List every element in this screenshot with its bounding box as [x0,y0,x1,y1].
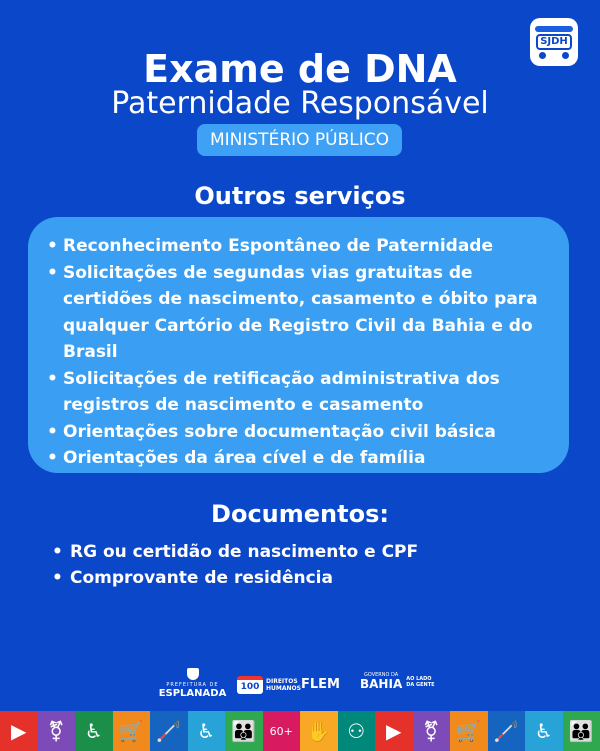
list-item: • Solicitações de segundas vias gratuitas de certidões de nascimento, casamento e óbito para qualquer Cartório de Registro Civil da Bahia e do Brasil [47,260,552,366]
inclusion-icon-strip [0,711,600,751]
universal-access-icon: ⚇ [338,711,376,751]
blind-person-icon: 🦯 [488,711,526,751]
elderly-icon: 60+ [263,711,301,751]
wheelchair-icon: ♿ [525,711,563,751]
list-item: • Solicitações de retificação administrativa dos registros de nascimento e casamento [47,366,552,419]
esplanada-logo: PREFEITURA DE ESPLANADA [155,668,230,699]
list-item: • Comprovante de residência [52,565,418,591]
wheelchair-icon: ♿ [75,711,113,751]
list-item: • Orientações da área cível e de família [47,445,552,472]
bus-roof [535,26,573,32]
list-item: • RG ou certidão de nascimento e CPF [52,539,418,565]
transgender-symbol-icon: ⚧ [413,711,451,751]
family-icon: 👪 [225,711,263,751]
shopping-cart-icon: 🛒 [450,711,488,751]
hand-gesture-icon: ✋ [300,711,338,751]
ministerio-badge: MINISTÉRIO PÚBLICO [197,124,402,156]
outros-servicos-heading: Outros serviços [194,182,406,210]
footer-logos [0,668,600,704]
list-item: • Reconhecimento Espontâneo de Paternidade [47,233,552,260]
documentos-list [52,539,418,591]
crest-icon [187,668,199,680]
flem-logo: FLEM [301,677,340,692]
governo-bahia-logo: GOVERNO DA BAHIA AO LADO DA GENTE [360,672,435,691]
transgender-symbol-icon: ⚧ [38,711,76,751]
family-icon: 👪 [563,711,600,751]
shopping-cart-icon: 🛒 [113,711,151,751]
blind-person-icon: 🦯 [150,711,188,751]
pride-flag-icon: ▶ [0,711,38,751]
documentos-heading: Documentos: [211,500,389,528]
list-item: • Orientações sobre documentação civil básica [47,419,552,446]
page-subtitle: Paternidade Responsável [111,86,489,121]
page-title: Exame de DNA [143,47,457,91]
pride-flag-icon: ▶ [375,711,413,751]
services-list [47,233,552,472]
sjdh-logo-text: SJDH [536,34,572,50]
direitos-humanos-logo: 100 DIREITOS HUMANOS [237,676,301,694]
accessibility-icon: ♿ [188,711,226,751]
